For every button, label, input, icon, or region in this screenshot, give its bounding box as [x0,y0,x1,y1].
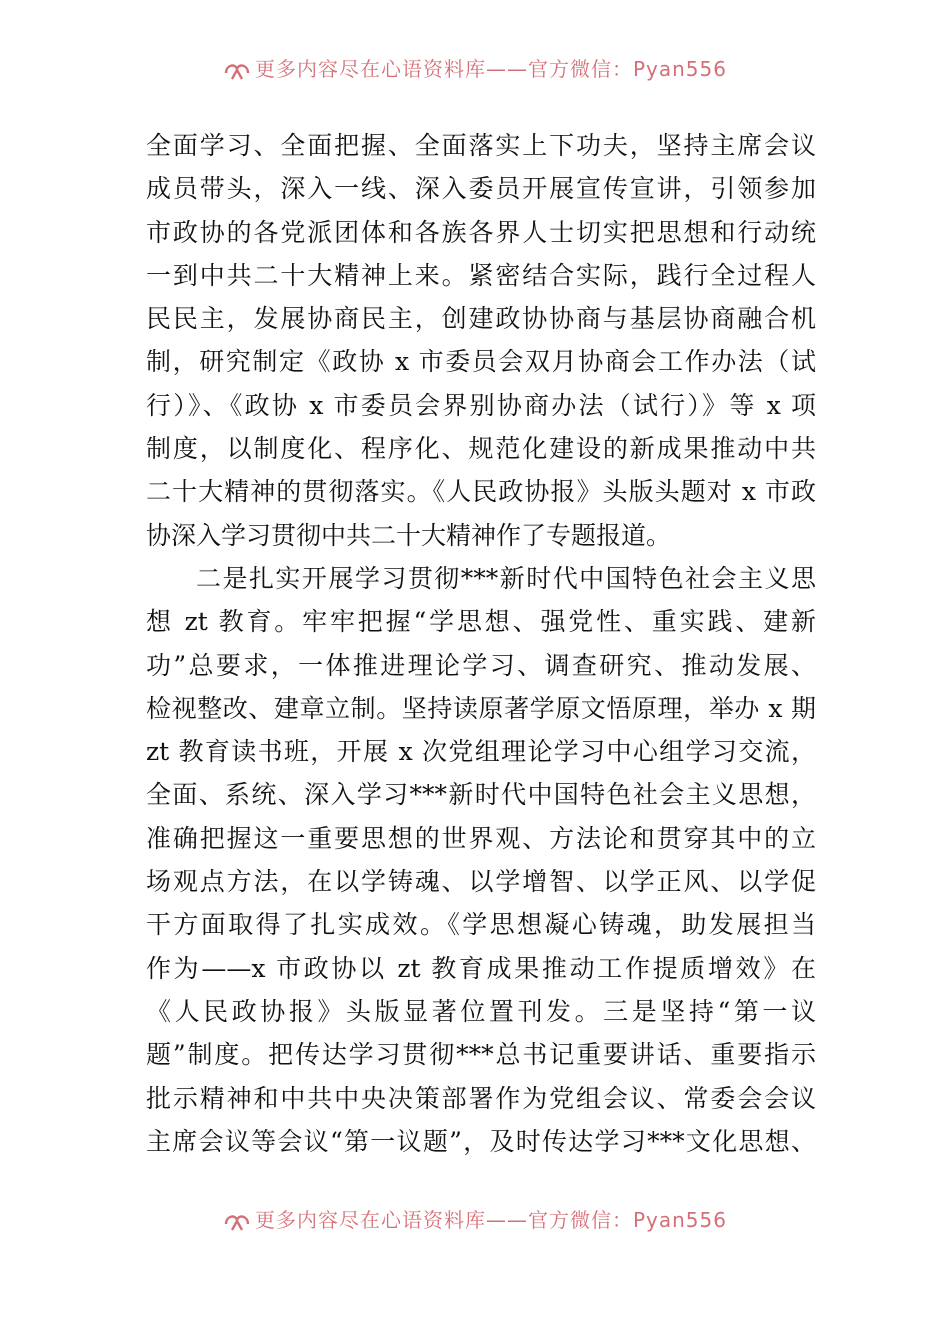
text-line: 检视整改、建章立制。坚持读原著学原文悟原理，举办 x 期 [146,693,816,723]
text-line: 想 zt 教育。牢牢把握“学思想、强党性、重实践、建新 [146,607,816,637]
text-line: 全面学习、全面把握、全面落实上下功夫，坚持主席会议 [146,131,816,160]
paragraph-first-line: 二是扎实开展学习贯彻***新时代中国特色社会主义思 [196,563,816,593]
text-line: 题”制度。把传达学习贯彻***总书记重要讲话、重要指示 [146,1040,816,1070]
watermark-logo-icon [223,59,251,83]
text-line: 功”总要求，一体推进理论学习、调查研究、推动发展、 [146,650,816,680]
text-line: 主席会议等会议“第一议题”，及时传达学习***文化思想、 [146,1126,816,1156]
text-line: zt 教育读书班，开展 x 次党组理论学习中心组学习交流， [146,737,816,767]
text-line: 一到中共二十大精神上来。紧密结合实际，践行全过程人 [146,260,816,290]
watermark-text: 更多内容尽在心语资料库——官方微信：Pyan556 [254,1207,727,1232]
text-line: 民民主，发展协商民主，创建政协协商与基层协商融合机 [146,304,816,334]
text-line: 成员带头，深入一线、深入委员开展宣传宣讲，引领参加 [146,174,816,204]
text-line: 二十大精神的贯彻落实。《人民政协报》头版头题对 x 市政 [146,477,816,507]
text-line: 作为——x 市政协以 zt 教育成果推动工作提质增效》在 [146,953,816,983]
footer-watermark [0,1207,950,1237]
watermark-text: 更多内容尽在心语资料库——官方微信：Pyan556 [254,56,727,81]
text-line: 准确把握这一重要思想的世界观、方法论和贯穿其中的立 [146,823,816,853]
text-line: 行）》、《政协 x 市委员会界别协商办法（试行）》等 x 项 [146,390,816,420]
text-line: 场观点方法，在以学铸魂、以学增智、以学正风、以学促 [146,867,816,897]
text-line: 干方面取得了扎实成效。《学思想凝心铸魂，助发展担当 [146,910,816,940]
text-line: 全面、系统、深入学习***新时代中国特色社会主义思想， [146,780,816,810]
text-line: 批示精神和中共中央决策部署作为党组会议、常委会会议 [146,1083,816,1113]
text-line: 制，研究制定《政协 x 市委员会双月协商会工作办法（试 [146,347,816,377]
header-watermark [0,56,950,86]
text-line: 制度，以制度化、程序化、规范化建设的新成果推动中共 [146,434,816,464]
watermark-logo-icon [223,1210,251,1234]
text-line: 协深入学习贯彻中共二十大精神作了专题报道。 [146,520,672,550]
text-line: 《人民政协报》头版显著位置刊发。三是坚持“第一议 [146,996,816,1026]
text-line: 市政协的各党派团体和各族各界人士切实把思想和行动统 [146,217,816,247]
document-body [146,124,816,1163]
